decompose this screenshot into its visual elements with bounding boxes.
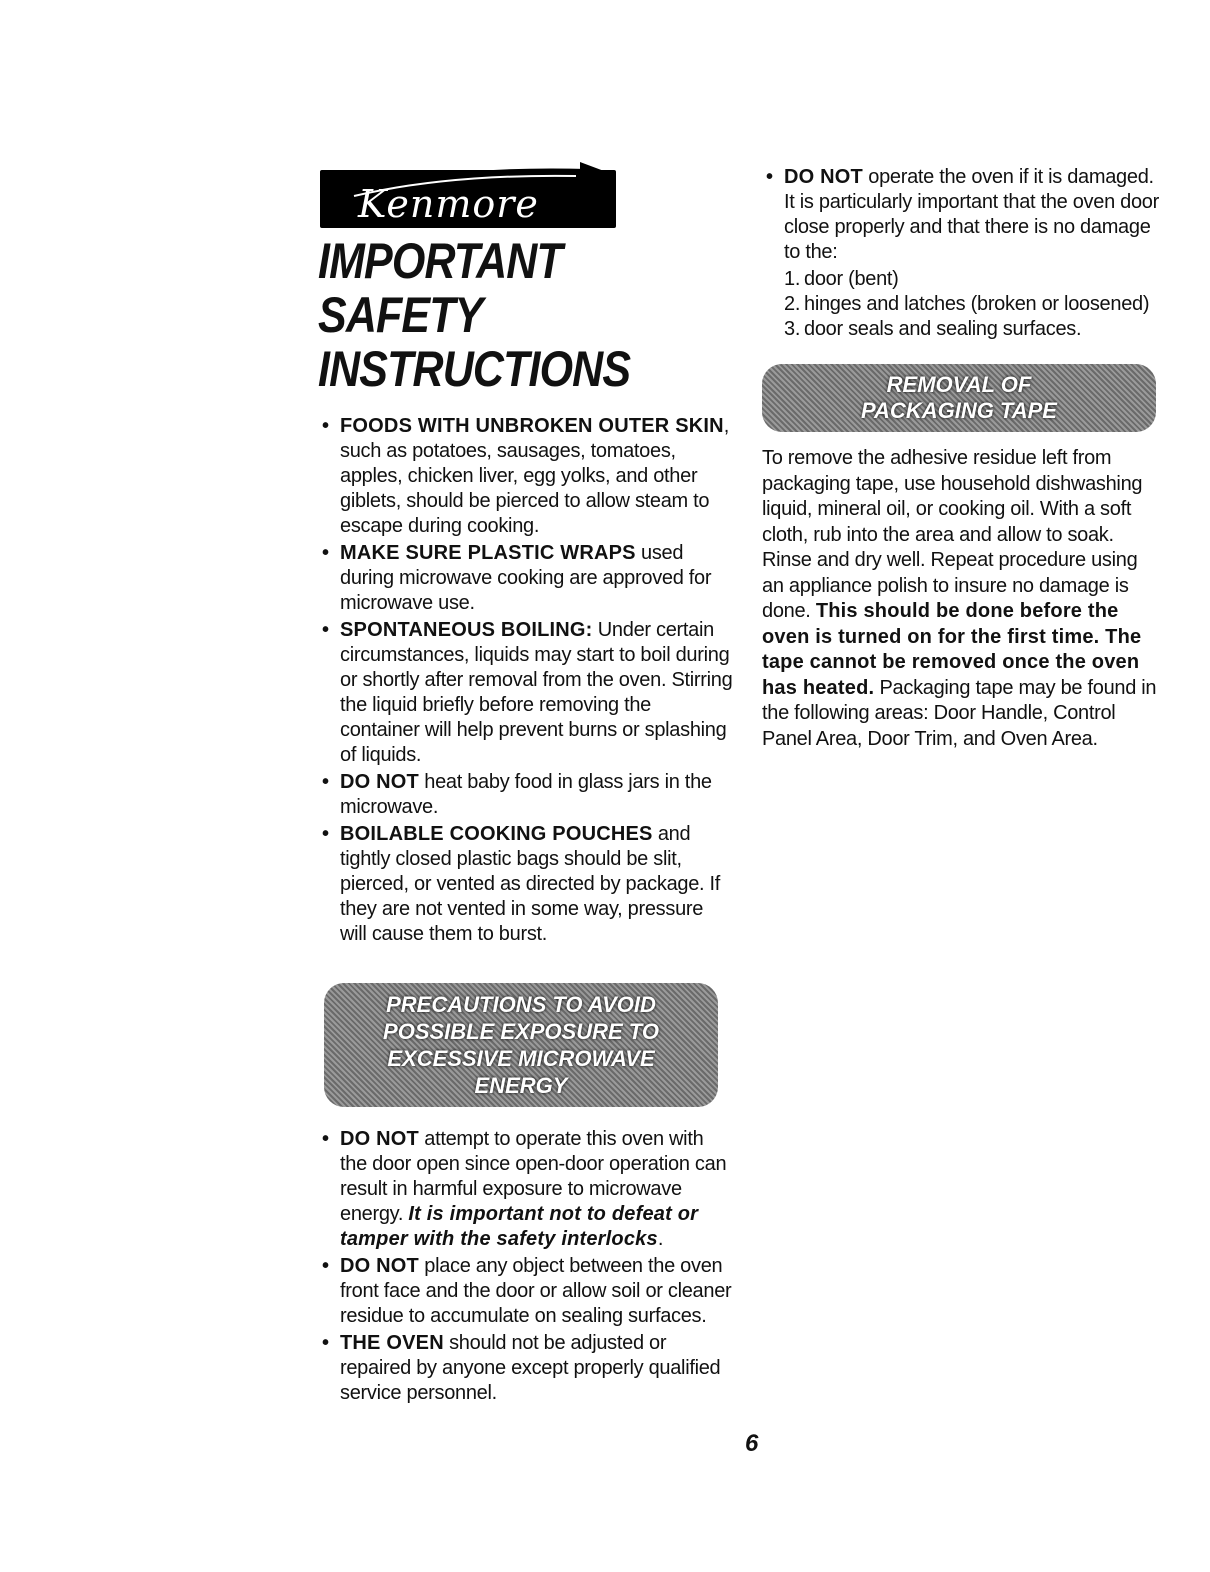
removal-banner: REMOVAL OF PACKAGING TAPE	[762, 364, 1156, 432]
list-item: • SPONTANEOUS BOILING: Under certain circumstances, liquids may start to boil during or shortly after removal from the oven. Stirring the liquid briefly before removing the container will help prevent burns or splashing of liquids.	[318, 618, 733, 768]
list-item: 2. hinges and latches (broken or loosened)	[784, 293, 1150, 315]
list-item: • FOODS WITH UNBROKEN OUTER SKIN, such as potatoes, sausages, tomatoes, apples, chicken liver, egg yolks, and other giblets, should be pierced to allow steam to escape during cooking.	[318, 414, 733, 539]
safety-list	[318, 414, 733, 947]
page-number: 6	[745, 1430, 759, 1457]
precautions-list	[318, 1127, 733, 1406]
list-item: • THE OVEN should not be adjusted or repaired by anyone except properly qualified service personnel.	[318, 1331, 733, 1406]
list-item: • DO NOT operate the oven if it is damaged. It is particularly important that the oven door close properly and that there is no damage to the:	[762, 165, 1162, 265]
list-item: • MAKE SURE PLASTIC WRAPS used during microwave cooking are approved for microwave use.	[318, 541, 733, 616]
precautions-banner: PRECAUTIONS TO AVOID POSSIBLE EXPOSURE TO EXCESSIVE MICROWAVE ENERGY	[324, 983, 718, 1107]
kenmore-logo	[318, 160, 620, 230]
damage-list	[762, 267, 1162, 342]
left-column	[318, 160, 733, 1408]
list-item: • DO NOT place any object between the oven front face and the door or allow soil or cleaner residue to accumulate on sealing surfaces.	[318, 1254, 733, 1329]
logo-wordmark: Kenmore	[358, 182, 539, 226]
list-item: • BOILABLE COOKING POUCHES and tightly closed plastic bags should be slit, pierced, or vented as directed by package. If they are not vented in some way, pressure will cause them to burst.	[318, 822, 733, 947]
list-item: 3. door seals and sealing surfaces.	[784, 318, 1082, 340]
damage-warning	[762, 165, 1162, 265]
list-item: • DO NOT heat baby food in glass jars in the microwave.	[318, 770, 733, 820]
list-item: • DO NOT attempt to operate this oven with the door open since open-door operation can result in harmful exposure to microwave energy. It is important not to defeat or tamper with the safety interlocks.	[318, 1127, 733, 1252]
list-item: 1. door (bent)	[784, 268, 899, 290]
right-column	[762, 165, 1162, 752]
removal-paragraph: To remove the adhesive residue left from packaging tape, use household dishwashing liquid, mineral oil, or cooking oil. With a soft cloth, rub into the area and allow to soak. Rinse and dry well. Repeat procedure using an appliance polish to insure no damage is done. This should be done before the oven is turned on for the first time. The tape cannot be removed once the oven has heated. Packaging tape may be found in the following areas: Door Handle, Control Panel Area, Door Trim, and Oven Area.	[762, 447, 1157, 750]
page-title: IMPORTANT SAFETY INSTRUCTIONS	[318, 233, 631, 397]
